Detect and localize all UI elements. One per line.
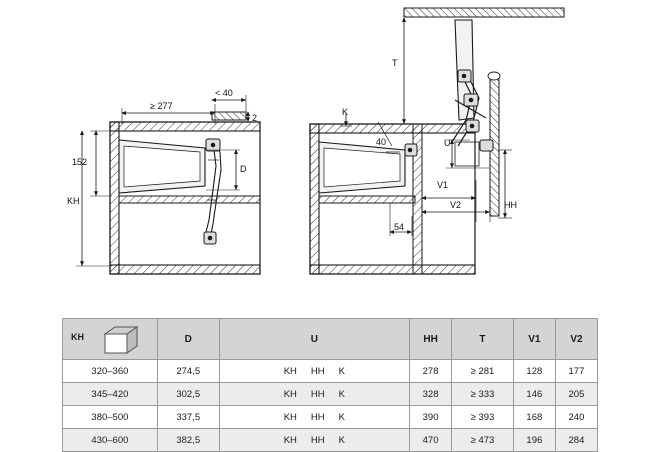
cell-hh: 278 bbox=[410, 360, 452, 383]
label-dim-V2: V2 bbox=[450, 200, 462, 210]
cell-u-k: K bbox=[338, 411, 345, 423]
table-header-row bbox=[63, 319, 598, 360]
cell-u-k: K bbox=[338, 434, 345, 446]
cell-kh: 345–420 bbox=[63, 383, 158, 406]
cell-u-kh: KH bbox=[283, 411, 297, 423]
cell-hh: 470 bbox=[410, 429, 452, 452]
label-dim-D: D bbox=[240, 164, 247, 174]
cell-kh: 380–500 bbox=[63, 406, 158, 429]
cell-v2: 205 bbox=[555, 383, 597, 406]
header-v2: V2 bbox=[555, 319, 597, 360]
cell-u-kh: KH bbox=[283, 388, 297, 400]
header-d: D bbox=[157, 319, 219, 360]
cell-u-hh: HH bbox=[310, 411, 325, 423]
cell-hh: 328 bbox=[410, 383, 452, 406]
table-row bbox=[63, 360, 598, 383]
cell-u bbox=[219, 429, 409, 452]
cell-v1: 128 bbox=[513, 360, 555, 383]
label-dim-K: K bbox=[342, 107, 349, 117]
cell-v1: 196 bbox=[513, 429, 555, 452]
right-section-view bbox=[310, 8, 564, 274]
label-dim-KH: KH bbox=[67, 196, 80, 206]
label-dim-HH: HH bbox=[504, 200, 517, 210]
cell-v2: 284 bbox=[555, 429, 597, 452]
header-kh-label: KH bbox=[71, 332, 84, 342]
cell-u-k: K bbox=[338, 365, 345, 377]
label-dim-152: 152 bbox=[72, 157, 88, 167]
header-v1: V1 bbox=[513, 319, 555, 360]
cell-d: 382,5 bbox=[157, 429, 219, 452]
cell-u-hh: HH bbox=[310, 434, 325, 446]
cell-kh: 320–360 bbox=[63, 360, 158, 383]
label-dim-V1: V1 bbox=[437, 180, 449, 190]
header-u: U bbox=[219, 319, 409, 360]
header-t: T bbox=[452, 319, 514, 360]
cell-t: ≥ 333 bbox=[452, 383, 514, 406]
cell-t: ≥ 473 bbox=[452, 429, 514, 452]
cell-u bbox=[219, 406, 409, 429]
label-dim-277: ≥ 277 bbox=[150, 101, 173, 111]
cell-u-hh: HH bbox=[310, 388, 325, 400]
header-kh bbox=[63, 319, 158, 360]
cell-u bbox=[219, 360, 409, 383]
label-dim-54: 54 bbox=[394, 222, 405, 232]
header-hh: HH bbox=[410, 319, 452, 360]
cell-v2: 177 bbox=[555, 360, 597, 383]
cell-u bbox=[219, 383, 409, 406]
cell-u-kh: KH bbox=[283, 365, 297, 377]
table-row bbox=[63, 383, 598, 406]
cell-u-hh: HH bbox=[310, 365, 325, 377]
cell-kh: 430–600 bbox=[63, 429, 158, 452]
table-row bbox=[63, 429, 598, 452]
cell-t: ≥ 281 bbox=[452, 360, 514, 383]
cell-t: ≥ 393 bbox=[452, 406, 514, 429]
table-row bbox=[63, 406, 598, 429]
cell-v1: 146 bbox=[513, 383, 555, 406]
cell-u-kh: KH bbox=[283, 434, 297, 446]
cell-d: 302,5 bbox=[157, 383, 219, 406]
cell-u-k: K bbox=[338, 388, 345, 400]
specification-table bbox=[62, 318, 598, 452]
cell-v2: 240 bbox=[555, 406, 597, 429]
cell-v1: 168 bbox=[513, 406, 555, 429]
cell-d: 337,5 bbox=[157, 406, 219, 429]
left-elevation-view bbox=[76, 95, 260, 274]
label-dim-40-right: 40 bbox=[376, 137, 387, 147]
label-dim-U: U bbox=[444, 138, 451, 148]
label-dim-2: 2 bbox=[252, 113, 258, 123]
cell-d: 274,5 bbox=[157, 360, 219, 383]
label-dim-40-left: < 40 bbox=[215, 88, 233, 98]
cell-hh: 390 bbox=[410, 406, 452, 429]
label-dim-T: T bbox=[392, 58, 398, 68]
